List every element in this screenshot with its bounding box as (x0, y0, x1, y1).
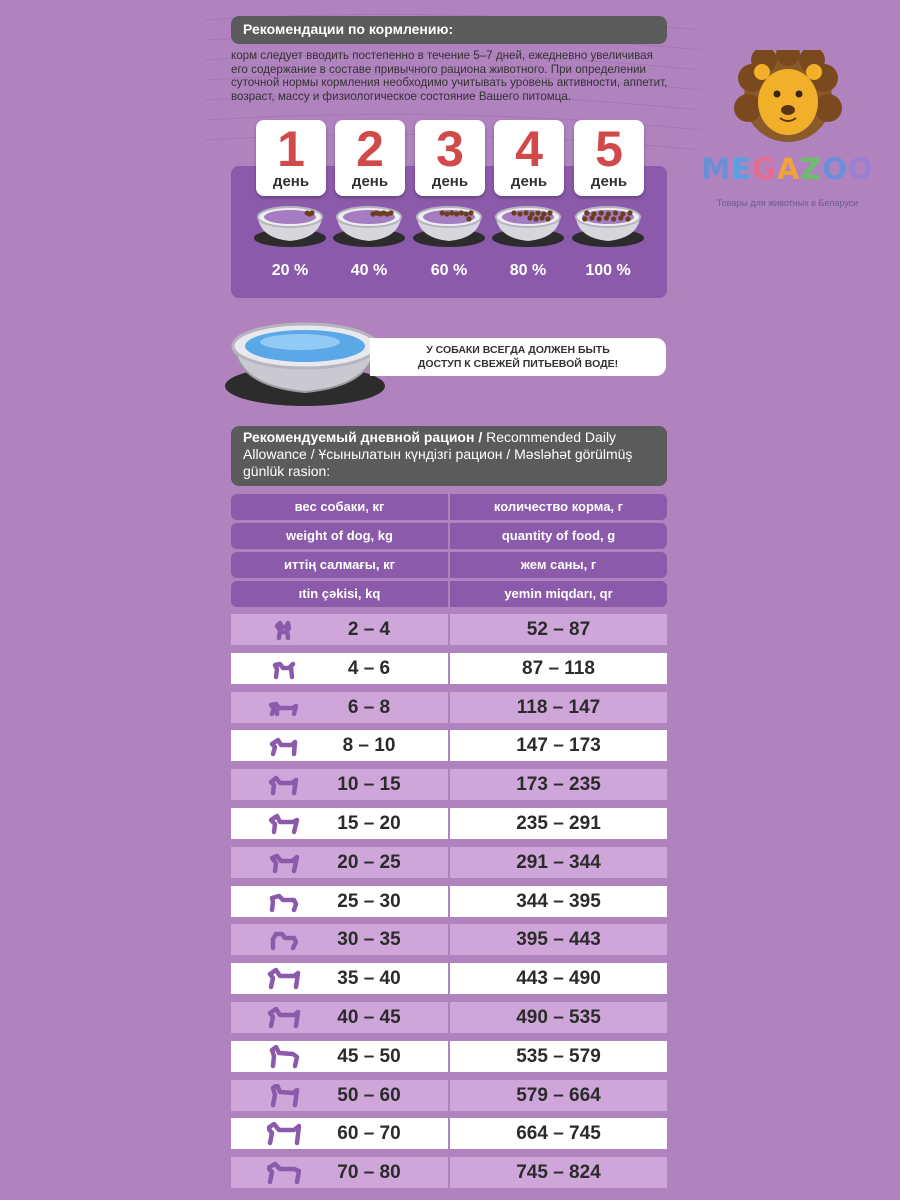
day-number: 3 (436, 121, 464, 177)
weight-value: 20 – 25 (337, 851, 401, 873)
table-row (231, 924, 667, 955)
day-card-5 (574, 120, 644, 196)
header-food: yemin miqdarı, qr (450, 581, 667, 607)
table-row (231, 1157, 667, 1188)
table-row (231, 692, 667, 723)
food-value: 87 – 118 (450, 653, 667, 684)
day-percent: 40 % (350, 262, 388, 279)
weight-value: 10 – 15 (337, 774, 401, 796)
weight-cell (231, 808, 448, 839)
food-value: 235 – 291 (450, 808, 667, 839)
weight-cell (231, 653, 448, 684)
food-value: 52 – 87 (450, 614, 667, 645)
weight-value: 70 – 80 (337, 1162, 401, 1184)
day-label: день (590, 173, 628, 190)
header-food: жем саны, г (450, 552, 667, 578)
header-weight: ıtin çəkisi, kq (231, 581, 448, 607)
food-bowl-icon (331, 196, 407, 250)
table-row (231, 847, 667, 878)
shepherd-icon (267, 1045, 301, 1069)
weight-value: 40 – 45 (337, 1007, 401, 1028)
food-value: 664 – 745 (450, 1118, 667, 1149)
weight-cell (231, 886, 448, 917)
weight-value: 8 – 10 (342, 735, 396, 757)
table-row (231, 769, 667, 800)
weight-cell (231, 1002, 448, 1033)
weight-value: 50 – 60 (337, 1084, 401, 1106)
weight-cell (231, 692, 448, 723)
brand-letter: A (776, 152, 801, 186)
chow-chow-icon (267, 928, 301, 952)
weight-cell (231, 730, 448, 761)
table-row (231, 808, 667, 839)
header-weight: вес собаки, кг (231, 494, 448, 520)
brand-letter: O (822, 152, 848, 186)
food-value: 443 – 490 (450, 963, 667, 994)
food-bowl-icon (570, 196, 646, 250)
food-bowl-icon (411, 196, 487, 250)
weight-value: 30 – 35 (337, 929, 401, 951)
brand-letter: E (731, 152, 753, 186)
food-value: 490 – 535 (450, 1002, 667, 1033)
food-bowl-icon (490, 196, 566, 250)
brand-letter: O (847, 152, 874, 186)
food-value: 535 – 579 (450, 1041, 667, 1072)
day-label: день (431, 173, 469, 190)
header-weight: weight of dog, kg (231, 523, 448, 549)
weight-cell (231, 614, 448, 645)
weight-cell (231, 963, 448, 994)
header-food: quantity of food, g (450, 523, 667, 549)
water-notice (370, 338, 666, 376)
brand-letter: Z (800, 152, 823, 186)
food-value: 395 – 443 (450, 924, 667, 955)
doberman-icon (267, 1084, 301, 1108)
scottish-terrier-icon (267, 734, 301, 758)
food-value: 579 – 664 (450, 1080, 667, 1111)
ration-title (231, 426, 667, 486)
table-row (231, 614, 667, 645)
weight-cell (231, 769, 448, 800)
food-bowl-icon (252, 196, 328, 250)
table-row (231, 653, 667, 684)
food-value: 745 – 824 (450, 1157, 667, 1188)
table-row (231, 963, 667, 994)
brand-tagline: Товары для животных в Беларуси (716, 198, 859, 208)
day-number: 1 (277, 121, 305, 177)
mastiff-icon (267, 1161, 301, 1185)
day-number: 5 (595, 121, 623, 177)
weight-value: 25 – 30 (337, 890, 401, 912)
chihuahua-icon (267, 618, 301, 642)
food-value: 173 – 235 (450, 769, 667, 800)
feeding-description: корм следует вводить постепенно в течение 5–7 дней, ежедневно увеличивая его содержание в составе привычного рациона животного. При определении суточной нормы кормления необходимо учитывать уровень активности, аппетит, возраст, массу и физиологическое состояние Вашего питомца. (231, 49, 668, 103)
day-percent: 20 % (271, 262, 309, 279)
day-number: 4 (515, 121, 543, 177)
day-label: день (510, 173, 548, 190)
labrador-icon (267, 967, 301, 991)
brand-letter: M (701, 152, 732, 186)
table-row (231, 1002, 667, 1033)
spaniel-icon (267, 812, 301, 836)
weight-cell (231, 847, 448, 878)
table-row (231, 1041, 667, 1072)
pointer-icon (267, 851, 301, 875)
table-row (231, 1080, 667, 1111)
day-label: день (272, 173, 310, 190)
day-card-4 (494, 120, 564, 196)
day-number: 2 (356, 121, 384, 177)
feeding-title: Рекомендации по кормлению: (231, 16, 667, 44)
weight-value: 4 – 6 (347, 657, 391, 679)
day-percent: 100 % (585, 262, 631, 279)
day-label: день (351, 173, 389, 190)
day-card-2 (335, 120, 405, 196)
header-food: количество корма, г (450, 494, 667, 520)
food-value: 344 – 395 (450, 886, 667, 917)
weight-value: 15 – 20 (337, 813, 401, 834)
retriever-icon (267, 1006, 301, 1030)
water-notice-line2: ДОСТУП К СВЕЖЕЙ ПИТЬЕВОЙ ВОДЕ! (417, 358, 619, 370)
weight-cell (231, 1041, 448, 1072)
bulldog-icon (267, 890, 301, 914)
day-percent: 80 % (509, 262, 547, 279)
day-card-3 (415, 120, 485, 196)
table-header-row (231, 523, 667, 549)
food-value: 291 – 344 (450, 847, 667, 878)
ration-title-bold: Рекомендуемый дневной рацион / (243, 429, 483, 445)
brand-letter: G (752, 152, 777, 186)
small-terrier-icon (267, 657, 301, 681)
weight-cell (231, 1157, 448, 1188)
lion-logo-icon (700, 50, 875, 215)
table-row (231, 730, 667, 761)
great-dane-icon (267, 1122, 301, 1146)
food-value: 118 – 147 (450, 692, 667, 723)
weight-value: 45 – 50 (337, 1045, 401, 1067)
weight-cell (231, 1080, 448, 1111)
ration-title-rest: Recommended Daily Allowance / Ұсынылатын күндізгі рацион / Məsləhət görülmüş günlük rasion: (243, 429, 633, 479)
weight-value: 6 – 8 (347, 696, 391, 718)
header-weight: иттің салмағы, кг (231, 552, 448, 578)
weight-cell (231, 924, 448, 955)
table-header-row (231, 581, 667, 607)
table-row (231, 886, 667, 917)
dachshund-icon (267, 696, 301, 720)
table-row (231, 1118, 667, 1149)
weight-value: 2 – 4 (347, 619, 391, 640)
weight-value: 35 – 40 (337, 968, 401, 990)
table-header-row (231, 494, 667, 520)
day-card-1 (256, 120, 326, 196)
food-value: 147 – 173 (450, 730, 667, 761)
weight-cell (231, 1118, 448, 1149)
day-percent: 60 % (430, 262, 468, 279)
water-bowl-icon (220, 308, 390, 410)
weight-value: 60 – 70 (337, 1123, 401, 1145)
table-header-row (231, 552, 667, 578)
water-notice-line1: У СОБАКИ ВСЕГДА ДОЛЖЕН БЫТЬ (426, 344, 610, 356)
brand-name (700, 152, 875, 186)
beagle-icon (267, 773, 301, 797)
